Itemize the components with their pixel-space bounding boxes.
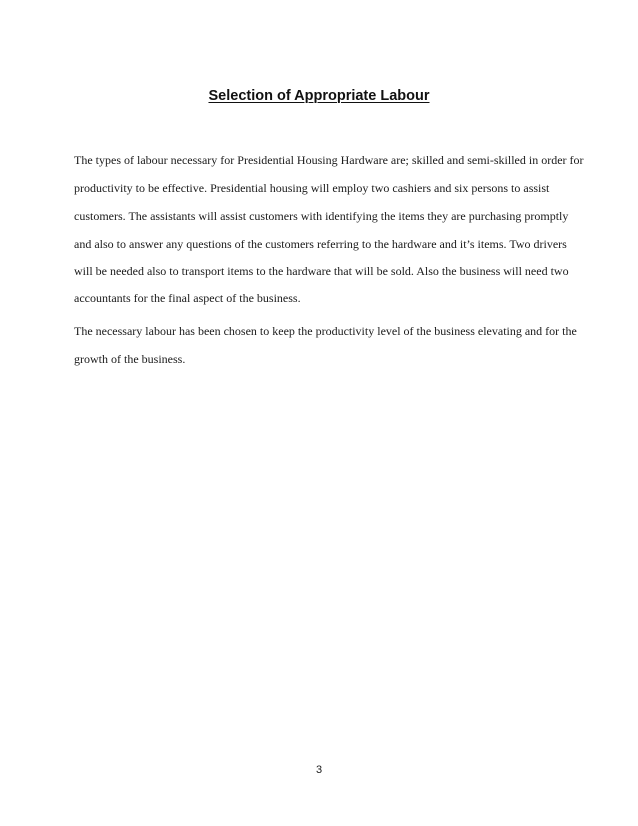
paragraph-2-line-1: The necessary labour has been chosen to keep the productivity level of the business elevating and for the xyxy=(74,324,577,338)
paragraph-1-line-5: will be needed also to transport items to the hardware that will be sold. Also the business will need two xyxy=(74,264,569,278)
paragraph-1-line-4: and also to answer any questions of the customers referring to the hardware and it’s items. Two drivers xyxy=(74,237,567,251)
paragraph-2-line-2: growth of the business. xyxy=(74,352,186,366)
paragraph-1-line-3: customers. The assistants will assist customers with identifying the items they are purchasing promptly xyxy=(74,209,569,223)
paragraph-1-line-1: The types of labour necessary for Presidential Housing Hardware are; skilled and semi-skilled in order for xyxy=(74,153,584,167)
page-number: 3 xyxy=(315,764,323,776)
page-title: Selection of Appropriate Labour xyxy=(208,88,430,104)
paragraph-1-line-2: productivity to be effective. Presidential housing will employ two cashiers and six persons to assist xyxy=(74,181,550,195)
paragraph-1-line-6: accountants for the final aspect of the business. xyxy=(74,291,301,305)
